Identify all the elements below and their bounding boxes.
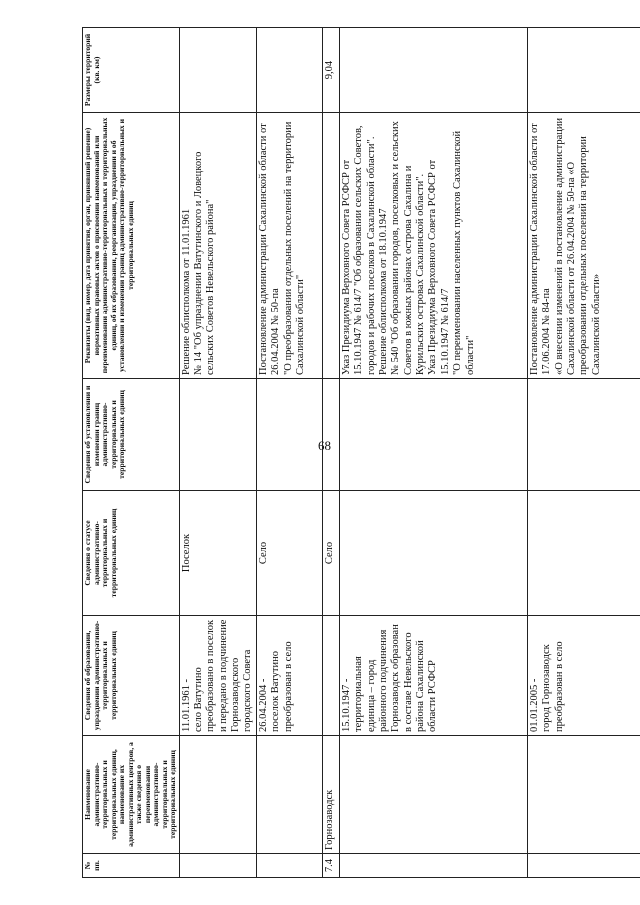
cell-formation: 11.01.1961 - село Ватутино преобразовано в поселок и передано в подчинение Горнозаводского городского Совета [179,616,256,736]
cell-formation [322,616,339,736]
cell-status: Поселок [179,491,256,616]
header-name: Наименование административно-территориальных и территориальных единиц, наименование их административных центров, а также сведения о переименовании административно-территориальных и территориальных единиц [83,736,180,854]
table-row [322,28,339,878]
cell-status [527,491,640,616]
cell-acts: Решение облисполкома от 11.01.1961 № 14 "Об упразднении Ватутинского и Ловецкого сельских Советов Невельского района" [179,113,256,379]
cell-number [527,854,640,878]
cell-area: 9,04 [322,28,339,113]
cell-area [256,28,322,113]
cell-area [527,28,640,113]
table-row [179,28,256,878]
cell-status: Село [322,491,339,616]
cell-formation: 26.04.2004 - поселок Ватутино преобразован в село [256,616,322,736]
cell-area [179,28,256,113]
cell-status: Село [256,491,322,616]
header-formation: Сведения об образовании, упразднении административно-территориальных и территориальных единиц [83,616,180,736]
cell-number [339,854,527,878]
cell-name [527,736,640,854]
cell-acts: Постановление администрации Сахалинской области от 17.06.2004 № 84-па «О внесении изменений в постановление администрации Сахалинской области от 26.04.2004 № 50-па «О преобразовании отдельных поселений на территории Сахалинской области» [527,113,640,379]
table-row [339,28,527,878]
cell-borders [527,379,640,491]
cell-name: Горнозаводск [322,736,339,854]
cell-status [339,491,527,616]
cell-number [256,854,322,878]
cell-borders [256,379,322,491]
table-row [527,28,640,878]
header-acts: Реквизиты (вид, номер, дата принятия, орган, принявший решение) нормативных правовых актов о присвоении наименований или переименовании административно-территориальных и территориальных единиц, об их образовании, реорганизации, упразднении и об установлении и изменении границ административно-территориальных и территориальных единиц [83,113,180,379]
document-table-container [82,28,637,878]
cell-name [179,736,256,854]
header-status: Сведения о статусе административно-территориальных и территориальных единиц [83,491,180,616]
cell-name [339,736,527,854]
cell-formation: 15.10.1947 - территориальная единица – город районного подчинения Горнозаводск образован в составе Невельского района Сахалинской области РСФСР [339,616,527,736]
header-number: № пп. [83,854,180,878]
page-number: 68 [318,438,331,453]
cell-number: 7.4 [322,854,339,878]
cell-acts [322,113,339,379]
header-borders: Сведения об установлении и изменении границ административно-территориальных и территориальных единиц [83,379,180,491]
cell-number [179,854,256,878]
table-header-row [83,28,180,878]
header-area: Размеры территорий (кв. км) [83,28,180,113]
cell-area [339,28,527,113]
cell-borders [339,379,527,491]
cell-acts: Постановление администрации Сахалинской области от 26.04.2004 № 50-па "О преобразовании отдельных поселений на территории Сахалинской области" [256,113,322,379]
cell-formation: 01.01.2005 - город Горнозаводск преобразован в село [527,616,640,736]
cell-name [256,736,322,854]
settlements-table [82,27,640,878]
cell-acts: Указ Президиума Верховного Совета РСФСР от 15.10.1947 № 614/7 "Об образовании сельских Советов, городов и рабочих поселков в Сахалинской области". Решение облисполкома от 18.10.1947 № 540 "Об образовании городов, поселковых и сельских Советов в южных районах острова Сахалина и Курильских островах Сахалинской области". Указ Президиума Верховного Совета РСФСР от 15.10.1947 № 614/7 "О переименовании населенных пунктов Сахалинской области" [339,113,527,379]
cell-borders [179,379,256,491]
table-row [256,28,322,878]
cell-borders [322,379,339,491]
